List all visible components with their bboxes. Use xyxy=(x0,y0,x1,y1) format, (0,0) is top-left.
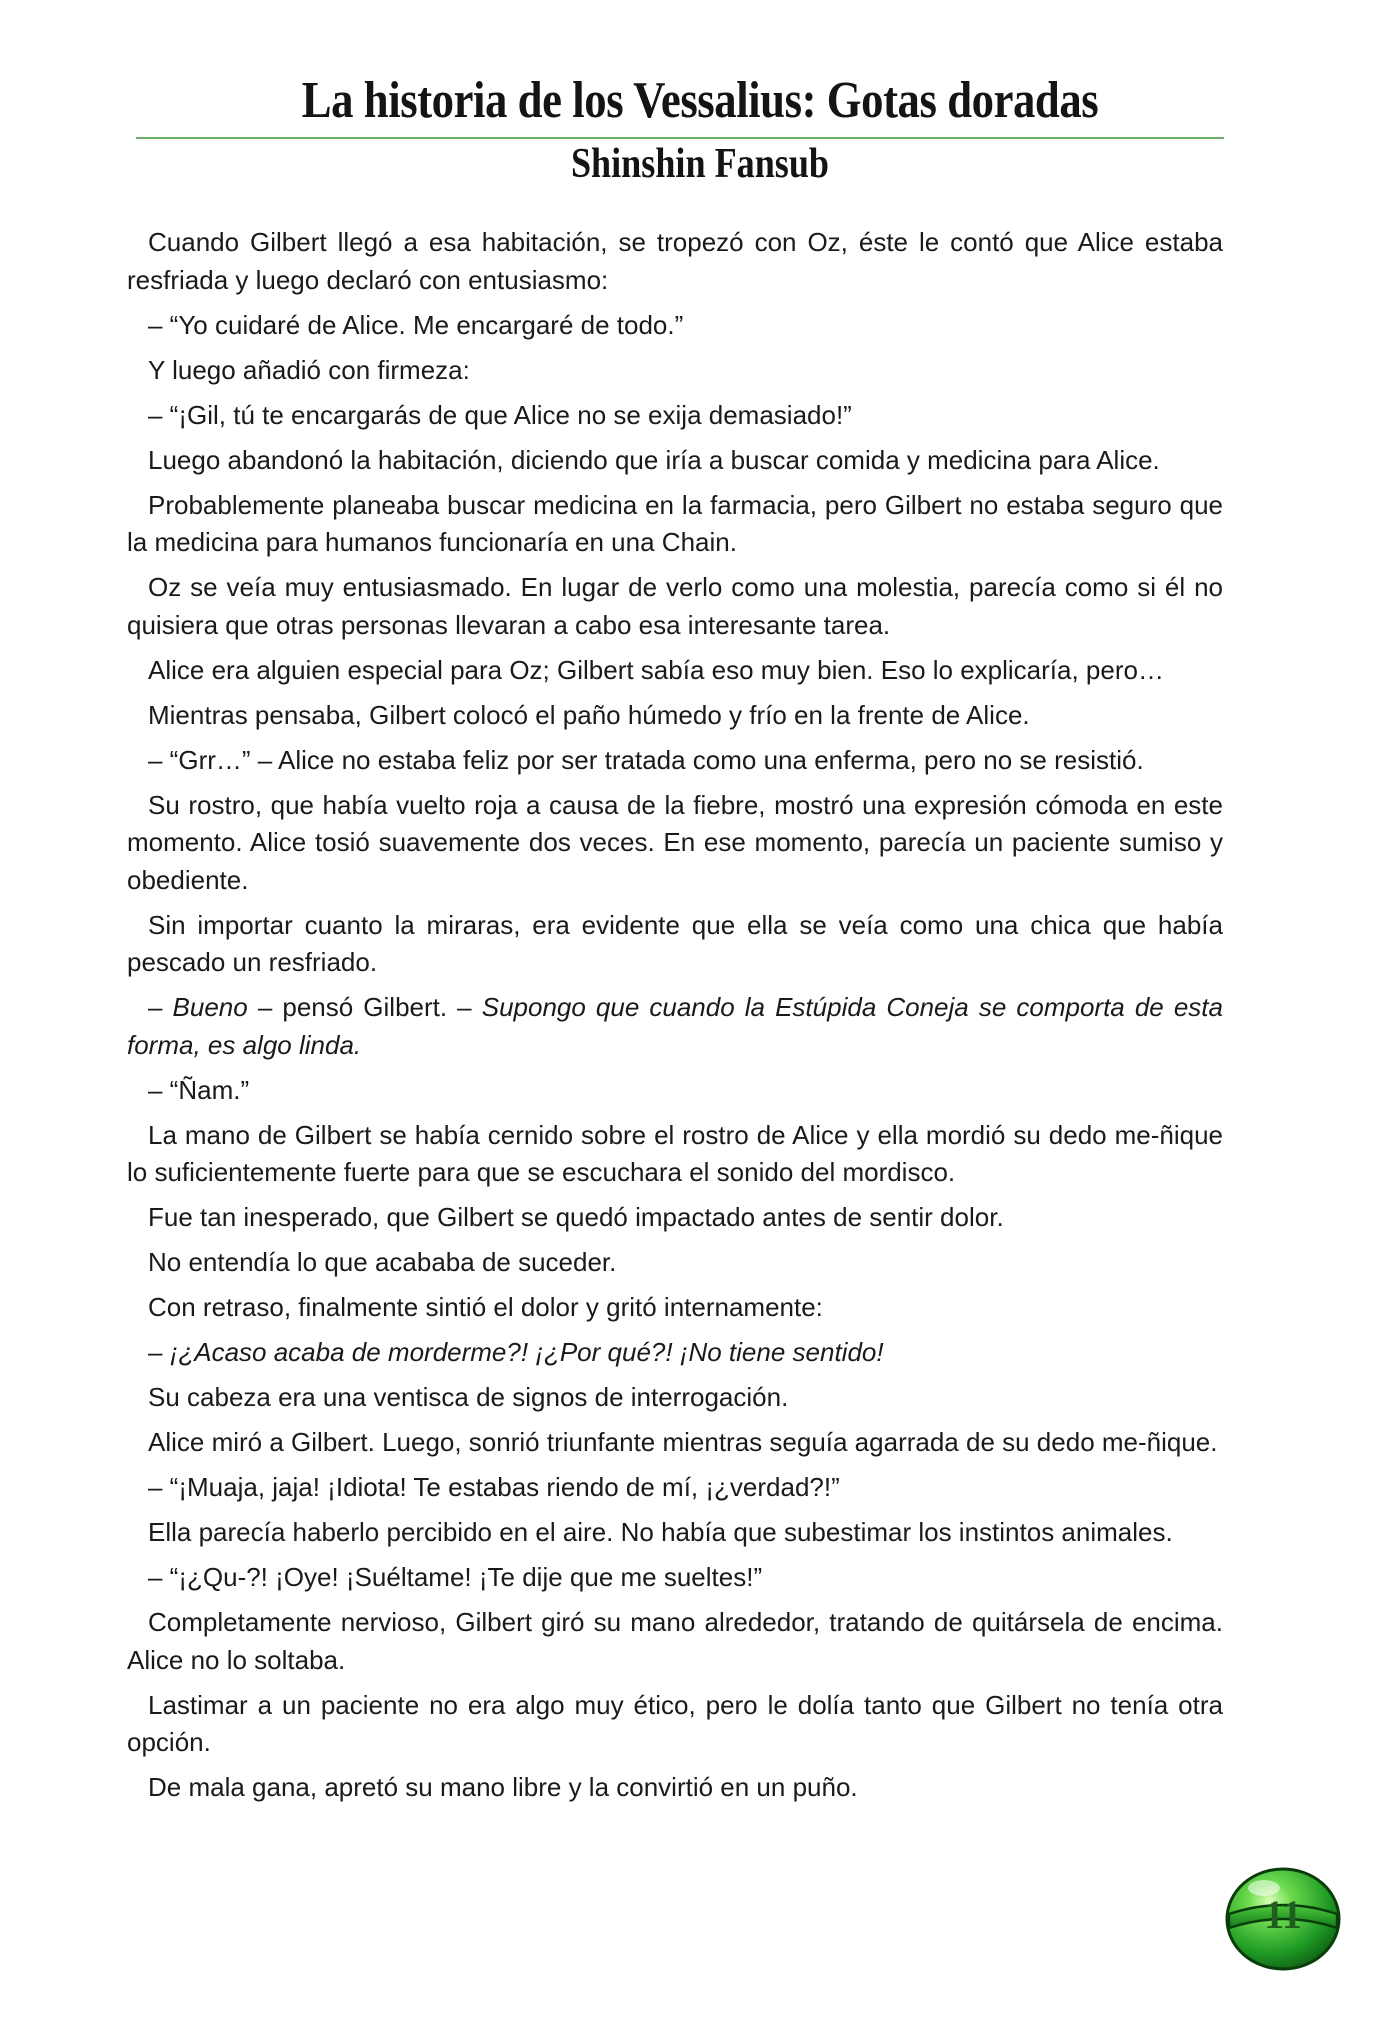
paragraph: Sin importar cuanto la miraras, era evidente que ella se veía como una chica que había pescado un resfriado. xyxy=(127,909,1223,977)
paragraph: Completamente nervioso, Gilbert giró su mano alrededor, tratando de quitársela de encima. Alice no lo soltaba. xyxy=(127,1607,1223,1675)
paragraph: Lastimar a un paciente no era algo muy ético, pero le dolía tanto que Gilbert no tenía otra opción. xyxy=(127,1689,1223,1757)
paragraph: Cuando Gilbert llegó a esa habitación, se tropezó con Oz, éste le contó que Alice estaba resfriada y luego declaró con entusiasmo: xyxy=(127,227,1223,295)
paragraph: – “¡Gil, tú te encargarás de que Alice no se exija demasiado!” xyxy=(148,399,852,430)
narration: – pensó Gilbert. – xyxy=(247,992,482,1022)
paragraph: – “Ñam.” xyxy=(148,1074,250,1105)
dash: – xyxy=(148,1337,170,1367)
paragraph: Probablemente planeaba buscar medicina en la farmacia, pero Gilbert no estaba seguro que la medicina para humanos funcionaría en una Chain. xyxy=(127,489,1223,557)
italic-thought: Supongo que cuando la Estúpida Coneja se comporta de esta forma, es algo linda. xyxy=(127,992,1223,1060)
paragraph: No entendía lo que acababa de suceder. xyxy=(148,1247,617,1277)
paragraph: Oz se veía muy entusiasmado. En lugar de verlo como una molestia, parecía como si él no quisiera que otras personas llevaran a cabo esa interesante tarea. xyxy=(127,572,1223,640)
paragraph: Su cabeza era una ventisca de signos de interrogación. xyxy=(148,1382,789,1412)
page-number: 11 xyxy=(1264,1892,1302,1937)
page-title: La historia de los Vessalius: Gotas doradas xyxy=(301,72,1099,129)
paragraph: – “Yo cuidaré de Alice. Me encargaré de todo.” xyxy=(148,309,684,340)
paragraph: Fue tan inesperado, que Gilbert se quedó impactado antes de sentir dolor. xyxy=(148,1202,1004,1232)
paragraph-thought xyxy=(127,1334,1223,1372)
paragraph: Y luego añadió con firmeza: xyxy=(148,354,470,385)
paragraph: Ella parecía haberlo percibido en el aire. No había que subestimar los instintos animales. xyxy=(148,1517,1173,1547)
paragraph: Luego abandonó la habitación, diciendo que iría a buscar comida y medicina para Alice. xyxy=(148,444,1160,475)
paragraph: Mientras pensaba, Gilbert colocó el paño húmedo y frío en la frente de Alice. xyxy=(148,699,1030,730)
paragraph-thought xyxy=(127,989,1223,1064)
paragraph: De mala gana, apretó su mano libre y la convirtió en un puño. xyxy=(148,1772,858,1802)
paragraph: – “¡Muaja, jaja! ¡Idiota! Te estabas riendo de mí, ¡¿verdad?!” xyxy=(148,1472,840,1502)
paragraph: – “¡¿Qu-?! ¡Oye! ¡Suéltame! ¡Te dije que me sueltes!” xyxy=(148,1562,763,1592)
dash: – xyxy=(148,992,173,1022)
paragraph: Alice era alguien especial para Oz; Gilbert sabía eso muy bien. Eso lo explicaría, pero… xyxy=(148,654,1164,685)
paragraph: Con retraso, finalmente sintió el dolor y gritó internamente: xyxy=(148,1292,823,1322)
paragraph: Su rostro, que había vuelto roja a causa de la fiebre, mostró una expresión cómoda en este momento. Alice tosió suavemente dos veces. En ese momento, parecía un paciente sumiso y obediente. xyxy=(127,789,1223,895)
title-divider xyxy=(136,137,1224,139)
paragraph: Alice miró a Gilbert. Luego, sonrió triunfante mientras seguía agarrada de su dedo me-ñique. xyxy=(148,1427,1218,1457)
body-text xyxy=(127,224,1223,1814)
italic-thought: Bueno xyxy=(172,992,248,1022)
page-subtitle: Shinshin Fansub xyxy=(570,141,830,187)
paragraph: – “Grr…” – Alice no estaba feliz por ser tratada como una enferma, pero no se resistió. xyxy=(148,744,1144,775)
paragraph: La mano de Gilbert se había cernido sobre el rostro de Alice y ella mordió su dedo me-ñique lo suficientemente fuerte para que se escuchara el sonido del mordisco. xyxy=(127,1119,1223,1187)
italic-thought: ¡¿Acaso acaba de morderme?! ¡¿Por qué?! ¡No tiene sentido! xyxy=(169,1337,884,1367)
